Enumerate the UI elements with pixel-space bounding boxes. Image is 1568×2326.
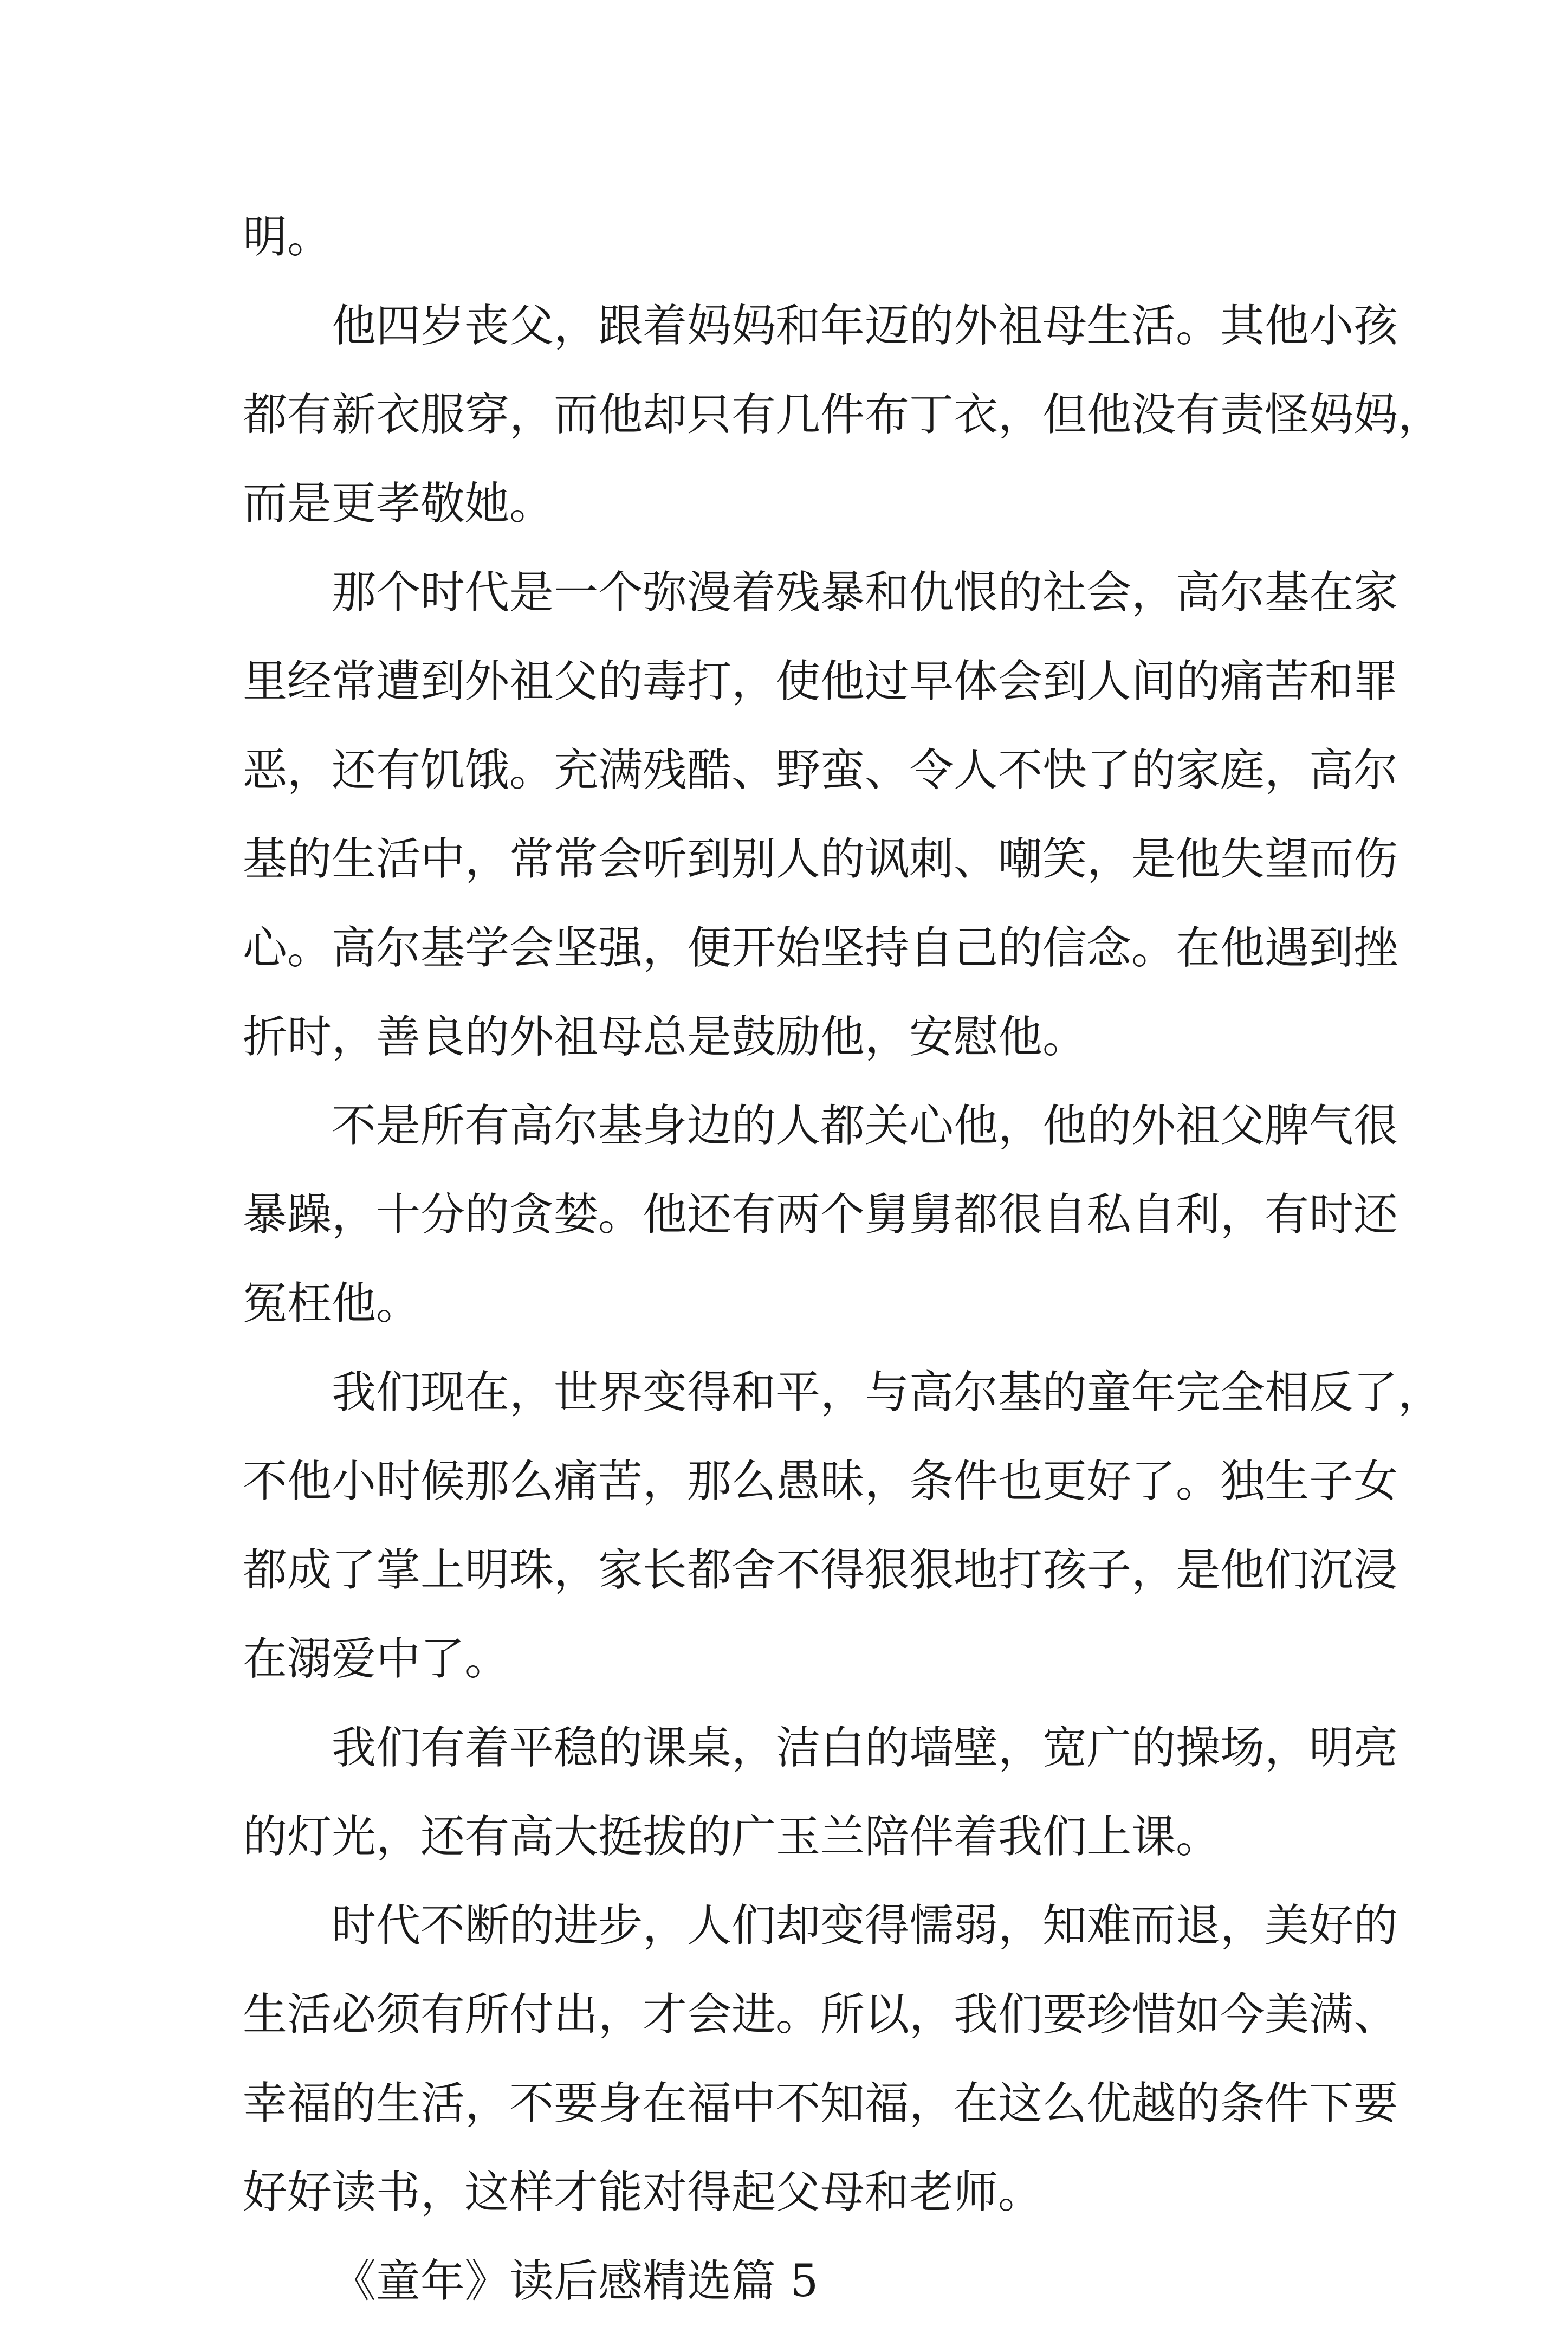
paragraph-line: 不他小时候那么痛苦，那么愚昧，条件也更好了。独生子女 — [243, 1456, 1398, 1507]
paragraph-line: 不是所有高尔基身边的人都关心他，他的外祖父脾气很 — [332, 1100, 1398, 1152]
paragraph-line: 冤枉他。 — [243, 1278, 421, 1329]
text-column — [243, 193, 1443, 2326]
paragraph-line: 在溺爱中了。 — [243, 1633, 510, 1685]
paragraph-line: 都有新衣服穿，而他却只有几件布丁衣，但他没有责怪妈妈， — [243, 389, 1443, 441]
paragraph-line: 生活必须有所付出，才会进。所以，我们要珍惜如今美满、 — [243, 1989, 1398, 2040]
paragraph-line: 恶，还有饥饿。充满残酷、野蛮、令人不快了的家庭，高尔 — [243, 745, 1398, 796]
paragraph-line: 都成了掌上明珠，家长都舍不得狠狠地打孩子，是他们沉浸 — [243, 1545, 1398, 1596]
paragraph-line: 我们有着平稳的课桌，洁白的墙壁，宽广的操场，明亮 — [332, 1722, 1398, 1774]
paragraph-line: 他四岁丧父，跟着妈妈和年迈的外祖母生活。其他小孩 — [332, 300, 1398, 352]
paragraph-line: 里经常遭到外祖父的毒打，使他过早体会到人间的痛苦和罪 — [243, 656, 1398, 707]
paragraph-line: 明。 — [243, 211, 332, 263]
paragraph-line: 的灯光，还有高大挺拔的广玉兰陪伴着我们上课。 — [243, 1811, 1221, 1863]
paragraph-line: 好好读书，这样才能对得起父母和老师。 — [243, 2167, 1043, 2218]
section-heading: 《童年》读后感精选篇 5 — [332, 2256, 819, 2307]
paragraph-line: 我们现在，世界变得和平，与高尔基的童年完全相反了， — [332, 1367, 1443, 1418]
paragraph-line: 那个时代是一个弥漫着残暴和仇恨的社会，高尔基在家 — [332, 567, 1398, 618]
paragraph-line: 幸福的生活，不要身在福中不知福，在这么优越的条件下要 — [243, 2078, 1398, 2129]
paragraph-line: 时代不断的进步，人们却变得懦弱，知难而退，美好的 — [332, 1900, 1398, 1952]
paragraph-line: 而是更孝敬她。 — [243, 478, 554, 529]
paragraph-line: 暴躁，十分的贪婪。他还有两个舅舅都很自私自利，有时还 — [243, 1189, 1398, 1240]
paragraph-line: 折时，善良的外祖母总是鼓励他，安慰他。 — [243, 1011, 1087, 1063]
paragraph-line: 心。高尔基学会坚强，便开始坚持自己的信念。在他遇到挫 — [243, 922, 1398, 974]
paragraph-line: 基的生活中，常常会听到别人的讽刺、嘲笑，是他失望而伤 — [243, 834, 1398, 885]
